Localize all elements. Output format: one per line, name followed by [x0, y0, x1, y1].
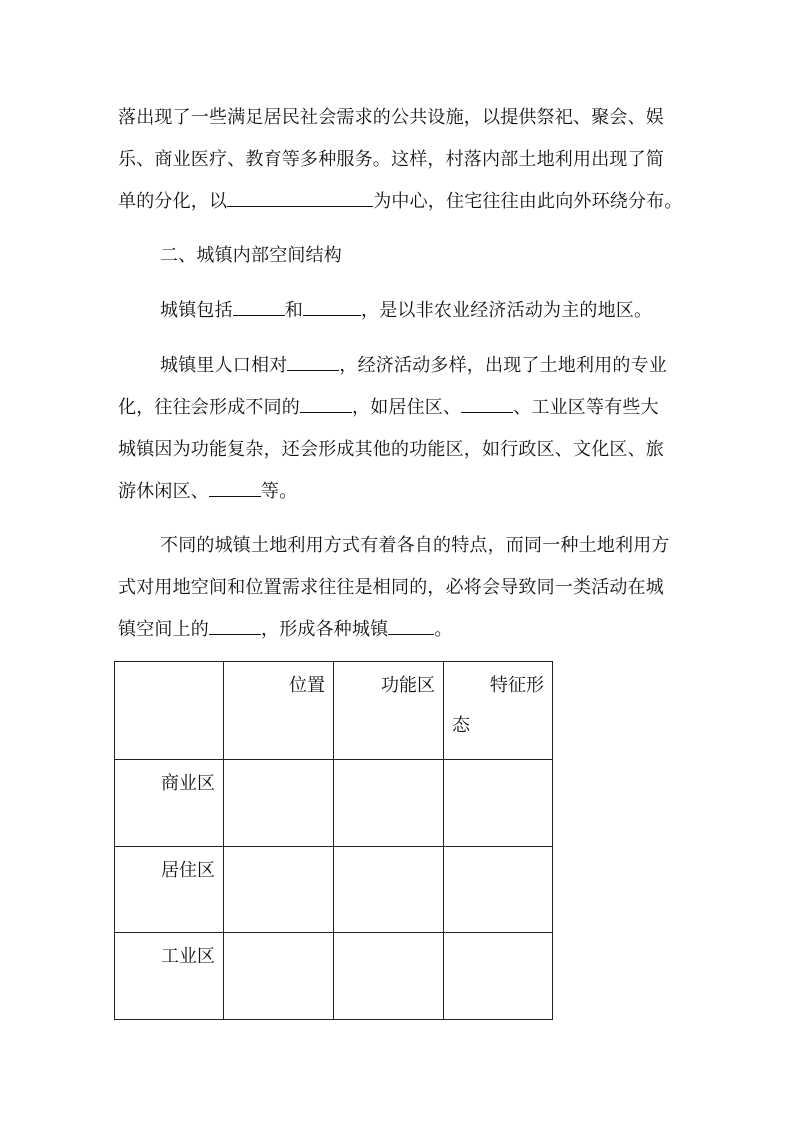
fill-blank[interactable]: [233, 299, 285, 316]
table-cell[interactable]: [224, 760, 334, 847]
paragraph-c-line-4: [118, 480, 297, 504]
table-header-row: [115, 662, 553, 760]
row-label-commercial: 商业区: [115, 760, 224, 847]
table-cell[interactable]: [334, 933, 444, 1020]
fill-blank[interactable]: [303, 299, 361, 316]
paragraph-c-line-3: 城镇因为功能复杂，还会形成其他的功能区，如行政区、文化区、旅: [118, 439, 664, 460]
row-label-residential: 居住区: [115, 847, 224, 933]
fill-blank[interactable]: [300, 396, 352, 413]
header-location: 位置: [224, 662, 334, 760]
table-cell[interactable]: [334, 760, 444, 847]
text-fragment: 游休闲区、: [118, 481, 209, 502]
table-row: [115, 760, 553, 847]
text-fragment: 。: [434, 619, 453, 640]
row-label-industrial: 工业区: [115, 933, 224, 1020]
fill-blank[interactable]: [227, 190, 373, 207]
text-fragment: ，经济活动多样，出现了土地利用的专业: [339, 355, 668, 376]
zone-table: [114, 661, 553, 1020]
paragraph-c-line-2: [118, 396, 659, 420]
text-fragment: 和: [284, 300, 304, 321]
text-fragment: ，形成各种城镇: [261, 619, 389, 640]
paragraph-a-line-1: 落出现了一些满足居民社会需求的公共设施，以提供祭祀、聚会、娱: [118, 107, 664, 128]
fill-blank[interactable]: [388, 618, 434, 635]
fill-blank[interactable]: [461, 396, 513, 413]
text-fragment: 为中心，住宅往往由此向外环绕分布。: [373, 191, 683, 212]
text-fragment: 城镇包括: [160, 300, 233, 321]
text-fragment: 城镇里人口相对: [160, 355, 288, 376]
text-fragment: 单的分化，以: [118, 191, 228, 212]
paragraph-d-line-2: 式对用地空间和位置需求往往是相同的，必将会导致同一类活动在城: [118, 577, 664, 598]
table-corner-cell: [115, 662, 224, 760]
header-characteristic-form: 特征形 态: [444, 662, 553, 760]
paragraph-a-line-3: [118, 190, 683, 214]
table-cell[interactable]: [444, 847, 553, 933]
header-function-zone: 功能区: [334, 662, 444, 760]
paragraph-b: [160, 299, 652, 323]
text-fragment: 镇空间上的: [118, 619, 209, 640]
text-fragment: 等。: [261, 481, 298, 502]
text-fragment: 化，往往会形成不同的: [118, 397, 300, 418]
paragraph-c-line-1: [160, 354, 667, 378]
table-cell[interactable]: [224, 847, 334, 933]
fill-blank[interactable]: [209, 480, 261, 497]
paragraph-a-line-2: 乐、商业医疗、教育等多种服务。这样，村落内部土地利用出现了简: [118, 149, 664, 170]
paragraph-d-line-1: 不同的城镇土地利用方式有着各自的特点，而同一种土地利用方: [160, 535, 670, 556]
paragraph-d-line-3: [118, 618, 453, 642]
table-cell[interactable]: [334, 847, 444, 933]
fill-blank[interactable]: [287, 354, 339, 371]
table-row: [115, 933, 553, 1020]
table-cell[interactable]: [224, 933, 334, 1020]
text-fragment: 、工业区等有些大: [513, 397, 659, 418]
section-heading: 二、城镇内部空间结构: [160, 245, 342, 266]
text-fragment: ，如居住区、: [352, 397, 462, 418]
table-cell[interactable]: [444, 760, 553, 847]
table-row: [115, 847, 553, 933]
fill-blank[interactable]: [209, 618, 261, 635]
table-cell[interactable]: [444, 933, 553, 1020]
text-fragment: ，是以非农业经济活动为主的地区。: [361, 300, 653, 321]
